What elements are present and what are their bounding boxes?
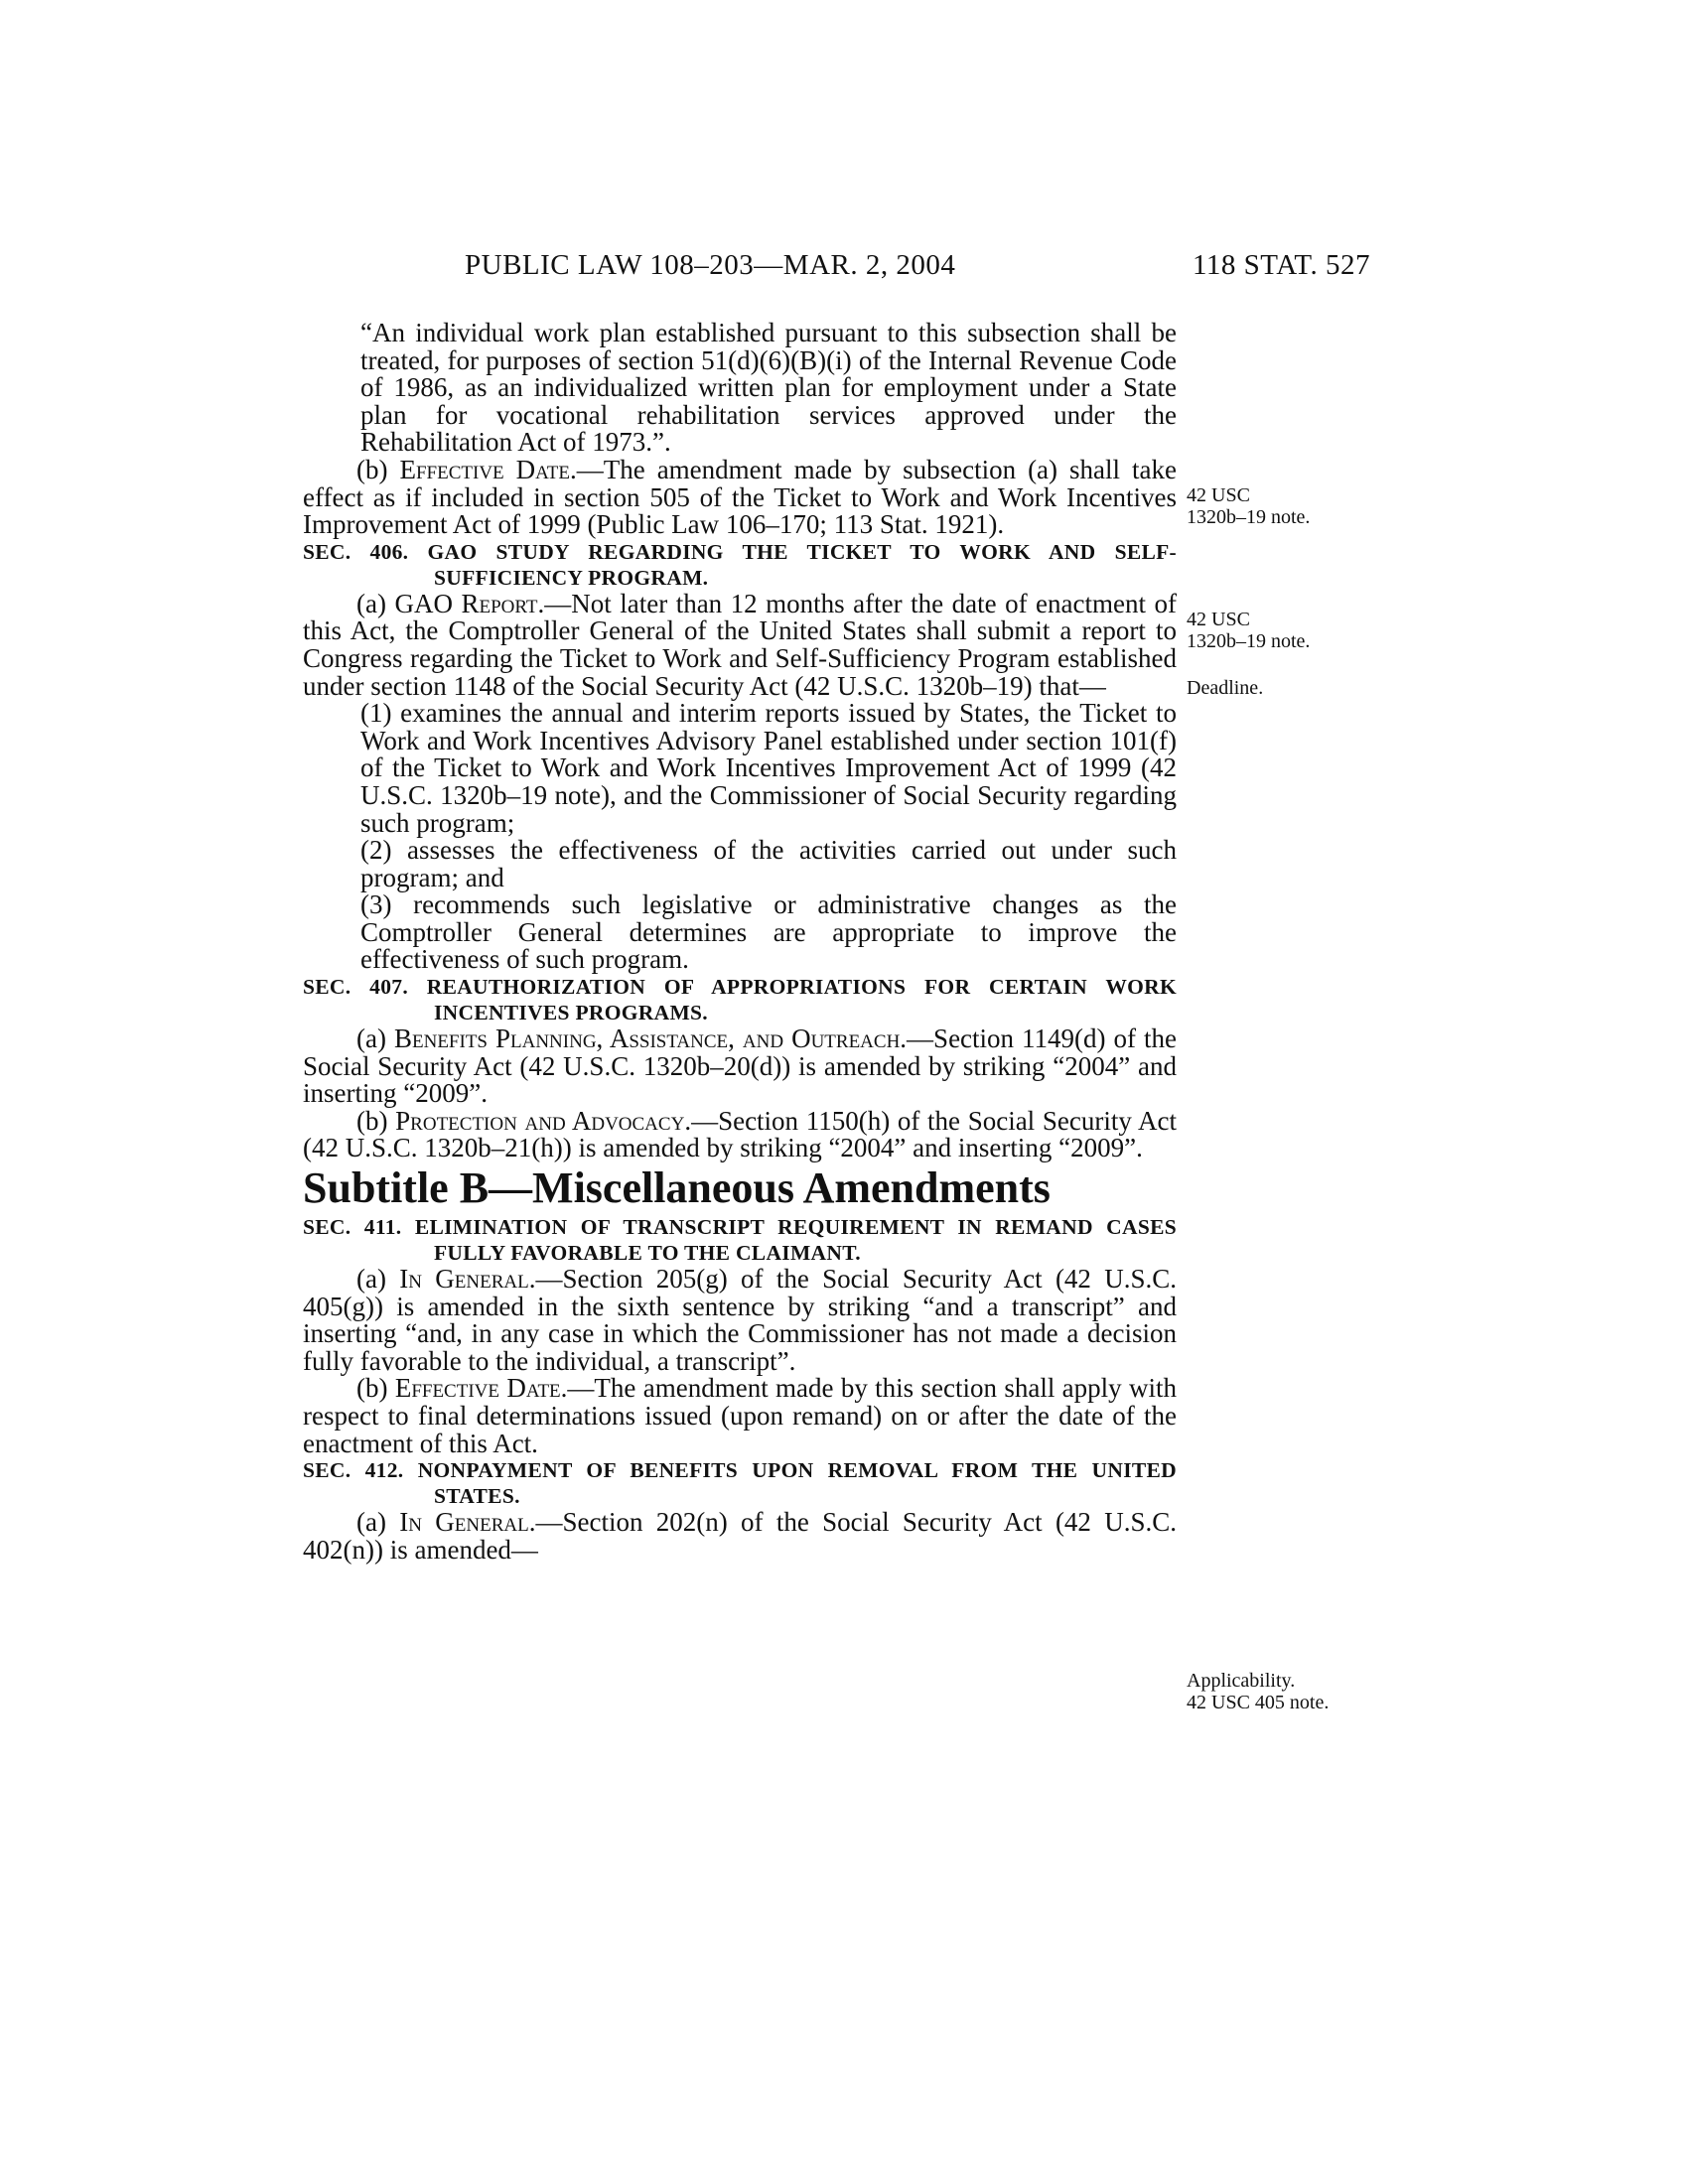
sec406-paragraph-list bbox=[360, 700, 1177, 974]
paragraph-designator: (b) bbox=[356, 1373, 395, 1404]
paragraph-text: .—Section 202(n) of the Social Security Act (42 U.S.C. 402(n)) is amended— bbox=[303, 1507, 1178, 1565]
paragraph-text: .—Section 1150(h) of the Social Security Act (42 U.S.C. 1320b–21(h)) is amended by striking “2004” and inserting “2009”. bbox=[303, 1105, 1178, 1163]
paragraph-designator: (b) bbox=[356, 454, 400, 484]
section-407-heading: SEC. 407. REAUTHORIZATION OF APPROPRIATIONS FOR CERTAIN WORK INCENTIVES PROGRAMS. bbox=[303, 975, 1177, 1025]
page-header bbox=[298, 249, 1370, 289]
paragraph-heading: Effective Date bbox=[394, 1373, 561, 1404]
running-title: PUBLIC LAW 108–203—MAR. 2, 2004 bbox=[465, 249, 956, 281]
sec407-subsection-a bbox=[303, 1025, 1177, 1108]
statute-page-reference: 118 STAT. 527 bbox=[1193, 249, 1370, 281]
effective-date-paragraph bbox=[303, 454, 1177, 540]
subtitle-heading: Subtitle B—Miscellaneous Amendments bbox=[303, 1163, 1051, 1213]
margin-note-line: 42 USC bbox=[1187, 484, 1250, 506]
paragraph-designator: (a) bbox=[356, 588, 395, 618]
section-406-heading: SEC. 406. GAO STUDY REGARDING THE TICKET TO WORK AND SELF-SUFFICIENCY PROGRAM. bbox=[303, 539, 1177, 590]
paragraph-designator: (a) bbox=[356, 1507, 400, 1538]
section-412-heading: SEC. 412. NONPAYMENT OF BENEFITS UPON REMOVAL FROM THE UNITED STATES. bbox=[303, 1458, 1177, 1509]
section-411-heading: SEC. 411. ELIMINATION OF TRANSCRIPT REQUIREMENT IN REMAND CASES FULLY FAVORABLE TO THE CLAIMANT. bbox=[303, 1215, 1177, 1266]
paragraph-heading: GAO Report bbox=[394, 588, 538, 618]
sec411-subsection-a bbox=[303, 1266, 1177, 1375]
paragraph-text: .—The amendment made by subsection (a) shall take effect as if included in section 505 of the Ticket to Work and Work Incentives Improvement Act of 1999 (Public Law 106–170; 113 Stat. 1921). bbox=[303, 454, 1177, 540]
sec411-subsection-b bbox=[303, 1375, 1177, 1457]
margin-note-line: Deadline. bbox=[1187, 677, 1264, 699]
paragraph-heading: Protection and Advocacy bbox=[395, 1105, 685, 1136]
sec406-subsection-a bbox=[303, 588, 1177, 701]
list-item: (3) recommends such legislative or administrative changes as the Comptroller General determines are appropriate to improve the effectiveness of such program. bbox=[360, 889, 1177, 975]
margin-note-sec406 bbox=[1187, 609, 1385, 652]
margin-note-line: 1320b–19 note. bbox=[1187, 506, 1311, 528]
margin-note-line: 42 USC bbox=[1187, 609, 1250, 630]
paragraph-heading: In General bbox=[399, 1264, 529, 1295]
paragraph-heading: Benefits Planning, Assistance, and Outreach bbox=[393, 1024, 901, 1054]
sec412-subsection-a bbox=[303, 1509, 1177, 1564]
paragraph-text: .—Section 205(g) of the Social Security Act (42 U.S.C. 405(g)) is amended in the sixth sentence by striking “and a transcript” and inserting “and, in any case in which the Commissioner has not made a decision fully favorable to the individual, a transcript”. bbox=[303, 1264, 1178, 1376]
list-item: (1) examines the annual and interim reports issued by States, the Ticket to Work and Work Incentives Advisory Panel established under section 101(f) of the Ticket to Work and Work Incentives Improvement Act of 1999 (42 U.S.C. 1320b–19 note), and the Commissioner of Social Security regarding such program; bbox=[360, 698, 1177, 838]
paragraph-designator: (a) bbox=[356, 1264, 400, 1295]
margin-note-line: 1320b–19 note. bbox=[1187, 630, 1311, 652]
sec407-subsection-b bbox=[303, 1105, 1178, 1163]
paragraph-designator: (b) bbox=[356, 1105, 396, 1136]
margin-note-line: 42 USC 405 note. bbox=[1187, 1692, 1330, 1713]
margin-note-line: Applicability. bbox=[1187, 1670, 1296, 1692]
margin-note-deadline bbox=[1187, 677, 1385, 699]
quoted-provision: “An individual work plan established pursuant to this subsection shall be treated, for purposes of section 51(d)(6)(B)(i) of the Internal Revenue Code of 1986, as an individualized written plan for employment under a State plan for vocational rehabilitation services approved under the Rehabilitation Act of 1973.”. bbox=[360, 318, 1177, 458]
paragraph-text: .—Not later than 12 months after the date of enactment of this Act, the Comptroller General of the United States shall submit a report to Congress regarding the Ticket to Work and Self-Sufficiency Program established under section 1148 of the Social Security Act (42 U.S.C. 1320b–19) that— bbox=[303, 588, 1177, 701]
paragraph-text: .—Section 1149(d) of the Social Security Act (42 U.S.C. 1320b–20(d)) is amended by striking “2004” and inserting “2009”. bbox=[303, 1024, 1178, 1109]
paragraph-text: .—The amendment made by this section shall apply with respect to final determinations issued (upon remand) on or after the date of the enactment of this Act. bbox=[303, 1373, 1178, 1458]
margin-note-effective-date bbox=[1187, 484, 1385, 528]
margin-note-applicability bbox=[1187, 1670, 1385, 1713]
document-body bbox=[303, 320, 1177, 1564]
paragraph-heading: Effective Date bbox=[399, 454, 570, 484]
paragraph-heading: In General bbox=[399, 1507, 529, 1538]
paragraph-designator: (a) bbox=[356, 1024, 394, 1054]
list-item: (2) assesses the effectiveness of the activities carried out under such program; and bbox=[360, 835, 1177, 892]
